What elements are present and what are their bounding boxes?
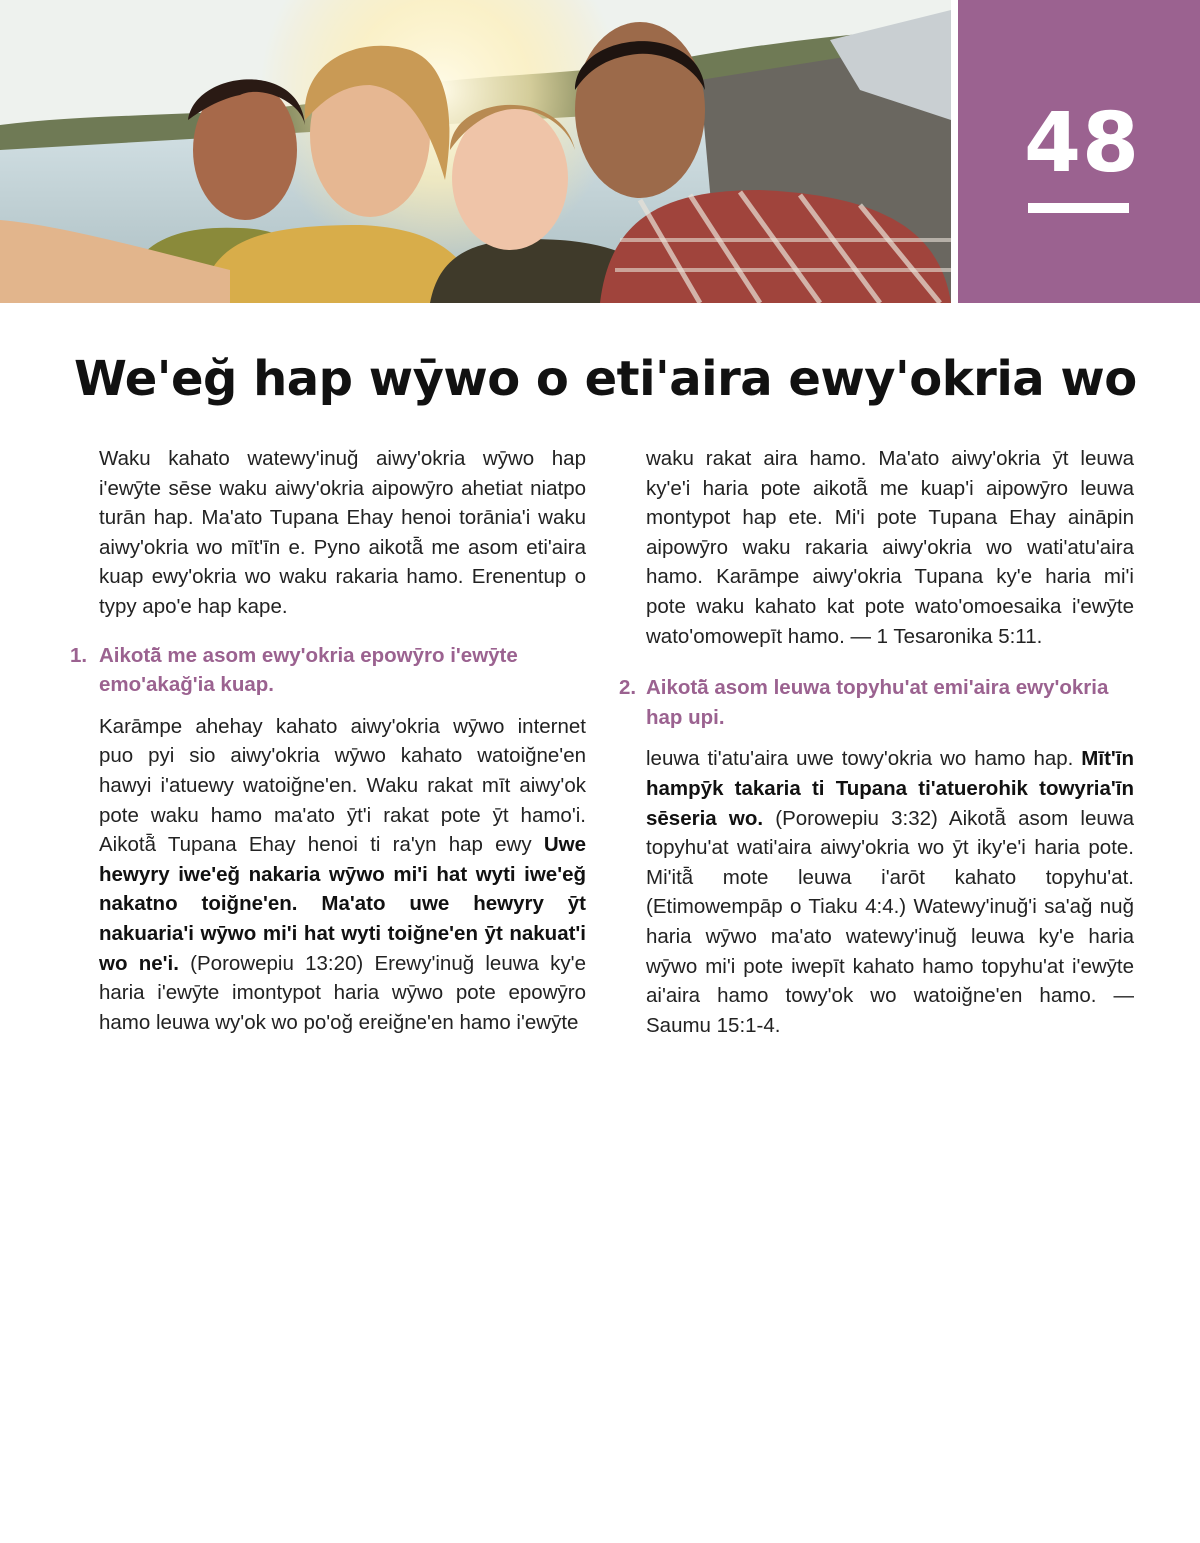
lesson-badge (958, 0, 1200, 303)
lesson-number-underline (1028, 203, 1129, 213)
section-1-paragraph-continued (614, 444, 1134, 651)
section-2-heading-text: Aikotã̄ asom leuwa topyhu'at emi'aira ewy'okria hap upi. (646, 676, 1109, 729)
section-1-heading (66, 641, 586, 700)
section-2-heading (614, 673, 1134, 732)
section-2-number: 2. (619, 676, 637, 700)
section-1-text-b-part2: waku rakat aira hamo. Ma'ato aiwy'okria ȳt leuwa ky'e'i haria pote aikotã̄ me kuap'i aipowȳro leuwa montypot hap ete. Mi'i pote Tupana Ehay aināpin aipowȳro waku rakaria aiwy'okria wo wati'atu'aira hamo. Karāmpe aiwy'okria Tupana ky'e haria mi'i pote waku kahato kat pote wato'omoesaika i'ewȳte wato'omowepīt hamo. — 1 Tesaronika 5:11. (646, 447, 1134, 648)
header-photo (0, 0, 951, 303)
section-2-text-b: (Porowepiu 3:32) Aikotã̄ asom leuwa topyhu'at wati'aira aiwy'okria wo ȳt iky'e'i haria pote. Mi'itã̄ mote leuwa i'arōt kahato topyhu'at. (Etimowempāp o Tiaku 4:4.) Watewy'inuğ'i sa'ağ nuğ haria wȳwo ma'ato watewy'inuğ leuwa ky'e haria wȳwo mi'i pote iwepīt kahato hamo topyhu'at i'ewȳte ai'aira hamo towy'ok wo watoiğne'en hamo. — Saumu 15:1-4. (646, 806, 1134, 1037)
section-1-heading-text: Aikotã̄ me asom ewy'okria epowȳro i'ewȳte emo'akağ'ia kuap. (99, 643, 518, 697)
section-1-paragraph (66, 712, 586, 1038)
section-2-text-a: leuwa ti'atu'aira uwe towy'okria wo hamo hap. (646, 747, 1082, 771)
section-1-number: 1. (70, 643, 88, 667)
section-1-bold-quote: Uwe hewyry iwe'eğ nakaria wȳwo mi'i hat wyti iwe'eğ nakatno toiğne'en. Ma'ato uwe hewyry ȳt nakuaria'i wȳwo mi'i hat wyti toiğne'en ȳt nakuat'i wo ne'i. (99, 833, 586, 975)
intro-paragraph: Waku kahato watewy'inuğ aiwy'okria wȳwo hap i'ewȳte sēse waku aiwy'okria aipowȳro ahetiat niatpo turān hap. Ma'ato Tupana Ehay henoi torānia'i waku aiwy'okria wo mīt'īn e. Pyno aikotã̄ me asom eti'aira kuap ewy'okria wo waku rakaria hamo. Erenentup o typy apo'e hap kape. (99, 447, 586, 618)
page-title: We'eğ hap wȳwo o eti'aira ewy'okria wo (74, 351, 1137, 407)
left-column (66, 444, 586, 1037)
lesson-number: 48 (1023, 96, 1141, 191)
friends-selfie-illustration (0, 0, 951, 303)
right-column (614, 444, 1134, 1040)
section-1-text-b-part1: (Porowepiu 13:20) Erewy'inuğ leuwa ky'e haria i'ewȳte imontypot haria wȳwo pote epowȳro hamo leuwa wy'ok wo po'oğ ereiğne'en hamo i'ewȳte (99, 951, 586, 1034)
section-2-bold-quote: Mīt'īn hampȳk takaria ti Tupana ti'atuerohik towyria'īn sēseria wo. (646, 747, 1134, 830)
section-2-paragraph (614, 744, 1134, 1040)
section-1-text-a: Karāmpe ahehay kahato aiwy'okria wȳwo internet puo pyi sio aiwy'okria wȳwo kahato watoiğne'en hawyi i'atuewy watoiğne'en. Waku rakat mīt aiwy'ok pote waku hamo ma'ato ȳt'i rakat pote ȳt hamo'i. Aikotã̄ Tupana Ehay henoi ti ra'yn hap ewy (99, 714, 586, 857)
